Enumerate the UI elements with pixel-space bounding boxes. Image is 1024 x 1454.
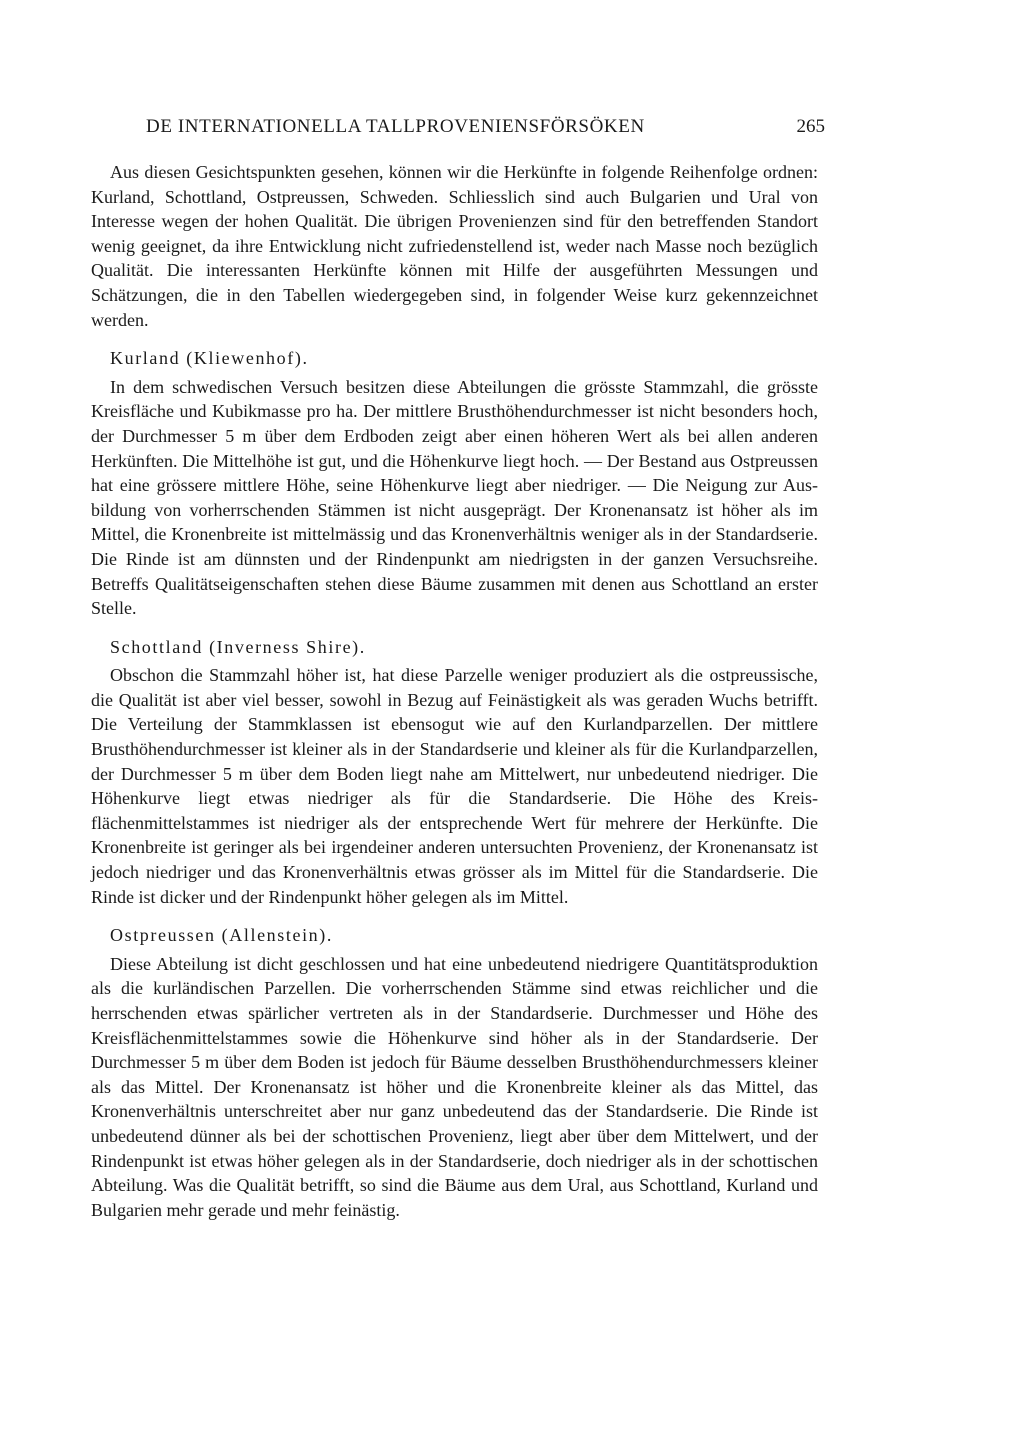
section-paragraph-ostpreussen: Diese Abteilung ist dicht geschlossen und hat eine unbedeutend niedrigere Quantitätsproduktion als die kurländischen Parzellen. Die vorherrschenden Stämme sind etwas reichlicher und die herrschenden etwas spärlicher vertreten als in der Standardserie. Durchmesser und Höhe des Kreisflächenmittelstammes sowie die Höhenkurve sind höher als in der Standardserie. Der Durchmesser 5 m über dem Boden ist jedoch für Bäume desselben Brusthöhendurchmessers kleiner als das Mittel. Der Kronenansatz ist höher und die Kronenbreite kleiner als das Mittel, das Kronenverhältnis unterschreitet aber nur ganz unbedeutend das der Standardserie. Die Rinde ist unbedeutend dünner als bei der schottischen Provenienz, liegt aber über dem Mittelwert, und der Rindenpunkt ist etwas höher gelegen als in der Standardserie, doch niedriger als in der schottischen Abteilung. Was die Qualität betrifft, so sind die Bäume aus dem Ural, aus Schottland, Kurland und Bulgarien mehr gerade und mehr feinästig.: [91, 953, 818, 1220]
body-text: [91, 160, 818, 1222]
section-heading-ostpreussen: Ostpreussen (Allenstein).: [110, 925, 333, 946]
running-title: DE INTERNATIONELLA TALLPROVENIENSFÖRSÖKEN: [146, 116, 645, 137]
section-heading-kurland: Kurland (Kliewenhof).: [110, 348, 309, 369]
intro-paragraph: Aus diesen Gesichtspunkten gesehen, können wir die Herkünfte in folgende Reihenfolge ordnen: Kurland, Schottland, Ostpreussen, Schweden. Schliesslich sind auch Bulgarien und Ural von Interesse wegen der hohen Qualität. Die übrigen Provenienzen sind für den betreffenden Standort wenig geeignet, da ihre Entwicklung nicht zufriedenstellend ist, weder nach Masse noch bezüglich Qualität. Die interessanten Herkünfte können mit Hilfe der ausgeführten Messungen und Schätzungen, die in den Tabellen wiedergegeben sind, in folgender Weise kurz gekennzeichnet werden.: [91, 162, 818, 330]
section-heading-schottland: Schottland (Inverness Shire).: [110, 636, 366, 657]
page-number: 265: [796, 116, 825, 137]
running-head: [146, 116, 825, 146]
section-paragraph-kurland: In dem schwedischen Versuch besitzen diese Abteilungen die grösste Stammzahl, die grösste Kreisfläche und Kubikmasse pro ha. Der mittlere Brusthöhendurchmesser ist nicht besonders hoch, der Durchmesser 5 m über dem Erdboden zeigt aber einen höheren Wert als bei allen anderen Herkünften. Die Mittelhöhe ist gut, und die Höhenkurve liegt hoch. — Der Bestand aus Ostpreussen hat eine grössere mittlere Höhe, seine Höhenkurve liegt aber niedriger. — Die Neigung zur Ausbildung von vorherrschenden Stämmen ist nicht ausgeprägt. Der Kronenansatz ist höher als im Mittel, die Kronenbreite ist mittelmässig und das Kronenverhältnis weniger als in der Standardserie. Die Rinde ist am dünnsten und der Rindenpunkt am niedrigsten in der ganzen Versuchsreihe. Betreffs Qualitätseigenschaften stehen diese Bäume zusammen mit denen aus Schottland an erster Stelle.: [91, 376, 818, 619]
page: [91, 116, 825, 1222]
section-paragraph-schottland: Obschon die Stammzahl höher ist, hat diese Parzelle weniger produziert als die ostpreussische, die Qualität ist aber viel besser, sowohl in Bezug auf Feinästigkeit als was geraden Wuchs betrifft. Die Verteilung der Stammklassen ist ebensogut wie auf den Kurlandparzellen. Der mittlere Brusthöhendurchmesser ist kleiner als in der Standardserie und kleiner als für die Kurlandparzellen, der Durchmesser 5 m über dem Boden liegt nahe am Mittelwert, nur unbedeutend niedriger. Die Höhenkurve liegt etwas niedriger als für die Standardserie. Die Höhe des Kreisflächenmittelstammes ist niedriger als der entsprechende Wert für mehrere der Herkünfte. Die Kronenbreite ist geringer als bei irgendeiner anderen untersuchten Provenienz, der Kronenansatz ist jedoch niedriger und das Kronenverhältnis etwas grösser als im Mittel für die Standardserie. Die Rinde ist dicker und der Rindenpunkt höher gelegen als im Mittel.: [91, 665, 818, 907]
